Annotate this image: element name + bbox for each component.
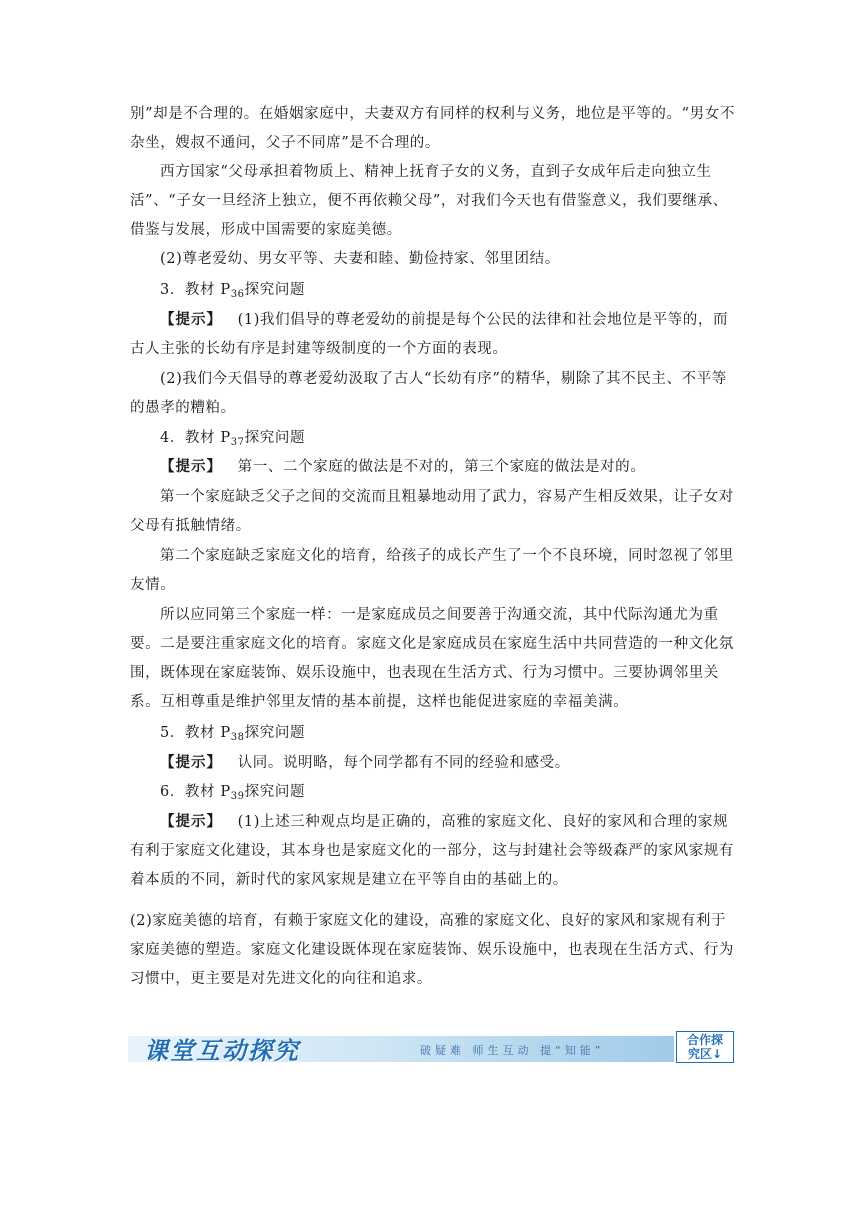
paragraph-family-1: 第一个家庭缺乏父子之间的交流而且粗暴地动用了武力，容易产生相反效果，让子女对父母有抵触情绪。	[130, 489, 734, 534]
tip-item-3-part-1: 【提示】 (1)我们倡导的尊老爱幼的前提是每个公民的法律和社会地位是平等的，而古人主张的长幼有序是封建等级制度的一个方面的表现。	[130, 312, 729, 357]
heading-item-3: 3．教材 $P_{36}$探究问题	[160, 282, 306, 300]
tip-item-5: 【提示】 认同。说明略，每个同学都有不同的经验和感受。	[160, 755, 570, 771]
tip-label: 【提示】	[160, 312, 222, 328]
heading-item-4: 4．教材 $P_{37}$探究问题	[160, 430, 306, 448]
paragraph-continuation: 别”却是不合理的。在婚姻家庭中，夫妻双方有同样的权利与义务，地位是平等的。“男女不杂坐，嫂叔不通问，父子不同席”是不合理的。	[130, 106, 735, 151]
tip-label: 【提示】	[160, 814, 222, 830]
tip-item-6-part-1: 【提示】 (1)上述三种观点均是正确的，高雅的家庭文化、良好的家风和合理的家规有利于家庭文化建设，其本身也是家庭文化的一部分，这与封建社会等级森严的家风家规有着本质的不同，新时代的家风家规是建立在平等自由的基础上的。	[130, 814, 734, 888]
tip-label: 【提示】	[160, 755, 222, 771]
badge-line-2: 究区↓	[687, 1047, 723, 1061]
paragraph-family-3: 所以应同第三个家庭一样：一是家庭成员之间要善于沟通交流，其中代际沟通尤为重要。二是要注重家庭文化的培育。家庭文化是家庭成员在家庭生活中共同营造的一种文化氛围，既体现在家庭装饰、娱乐设施中，也表现在生活方式、行为习惯中。三要协调邻里关系。互相尊重是维护邻里友情的基本前提，这样也能促进家庭的幸福美满。	[130, 607, 734, 710]
heading-item-6: 6．教材 $P_{39}$探究问题	[160, 784, 306, 802]
tip-item-6-part-2: (2)家庭美德的培育，有赖于家庭文化的建设，高雅的家庭文化、良好的家风和家规有利于家庭美德的塑造。家庭文化建设既体现在家庭装饰、娱乐设施中，也表现在生活方式、行为习惯中，更主要是对先进文化的向往和追求。	[130, 913, 734, 987]
tip-item-4: 【提示】 第一、二个家庭的做法是不对的，第三个家庭的做法是对的。	[160, 459, 646, 475]
paragraph-western-view: 西方国家“父母承担着物质上、精神上抚育子女的义务，直到子女成年后走向独立生活”、“子女一旦经济上独立，便不再依赖父母”，对我们今天也有借鉴意义，我们要继承、借鉴与发展，形成中国需要的家庭美德。	[130, 164, 728, 238]
badge-line-1: 合作探	[686, 1033, 723, 1047]
tip-item-3-part-2: (2)我们今天倡导的尊老爱幼汲取了古人“长幼有序”的精华，剔除了其不民主、不平等的愚孝的糟粕。	[130, 371, 727, 416]
banner-title: 课堂互动探究	[144, 1036, 300, 1065]
section-banner	[128, 1030, 738, 1066]
heading-item-5: 5．教材 $P_{38}$探究问题	[160, 725, 306, 743]
banner-subtitle: 破疑难 师生互动 提“知能”	[420, 1044, 605, 1057]
paragraph-family-2: 第二个家庭缺乏家庭文化的培育，给孩子的成长产生了一个不良环境，同时忽视了邻里友情。	[130, 548, 734, 593]
tip-label: 【提示】	[160, 459, 222, 475]
paragraph-answer-2: (2)尊老爱幼、男女平等、夫妻和睦、勤俭持家、邻里团结。	[160, 251, 560, 267]
cooperative-zone-badge	[676, 1031, 734, 1063]
